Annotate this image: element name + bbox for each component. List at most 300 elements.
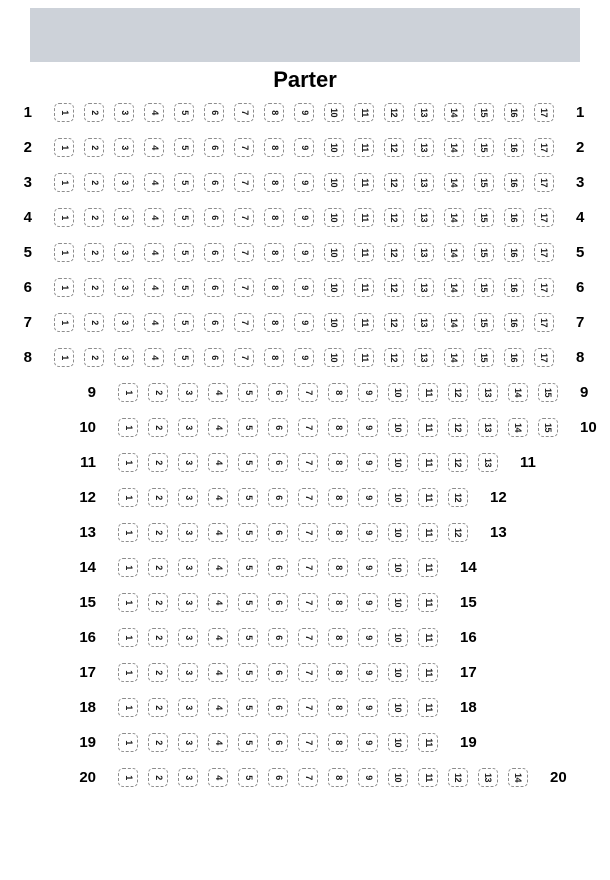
seat[interactable] xyxy=(208,593,228,612)
seat-number: 4 xyxy=(149,180,160,185)
seat[interactable] xyxy=(414,173,434,192)
seat[interactable] xyxy=(504,313,524,332)
seat[interactable] xyxy=(84,243,104,262)
seat[interactable] xyxy=(208,488,228,507)
seat[interactable] xyxy=(294,348,314,367)
seat[interactable] xyxy=(328,488,348,507)
seat[interactable] xyxy=(118,523,138,542)
seat[interactable] xyxy=(148,628,168,647)
seat[interactable] xyxy=(448,523,468,542)
seat[interactable] xyxy=(114,348,134,367)
seat[interactable] xyxy=(234,348,254,367)
seat[interactable] xyxy=(238,418,258,437)
seat[interactable] xyxy=(298,663,318,682)
seat[interactable] xyxy=(178,558,198,577)
seat[interactable] xyxy=(298,768,318,787)
seat[interactable] xyxy=(298,558,318,577)
seat[interactable] xyxy=(534,348,554,367)
seat[interactable] xyxy=(358,663,378,682)
seat[interactable] xyxy=(144,208,164,227)
seat[interactable] xyxy=(504,278,524,297)
seat[interactable] xyxy=(388,523,408,542)
seat[interactable] xyxy=(264,208,284,227)
seat[interactable] xyxy=(354,173,374,192)
seat[interactable] xyxy=(358,558,378,577)
seat[interactable] xyxy=(178,488,198,507)
seat[interactable] xyxy=(414,208,434,227)
seat-group xyxy=(118,453,498,472)
seat[interactable] xyxy=(84,348,104,367)
seat[interactable] xyxy=(534,208,554,227)
seat[interactable] xyxy=(268,628,288,647)
seat[interactable] xyxy=(388,558,408,577)
seat[interactable] xyxy=(268,523,288,542)
seat[interactable] xyxy=(208,768,228,787)
seat[interactable] xyxy=(328,523,348,542)
seat[interactable] xyxy=(388,663,408,682)
seat[interactable] xyxy=(234,313,254,332)
seat-number: 5 xyxy=(179,110,190,115)
seat[interactable] xyxy=(444,103,464,122)
seat[interactable] xyxy=(504,103,524,122)
seat[interactable] xyxy=(414,278,434,297)
seat[interactable] xyxy=(238,593,258,612)
seat[interactable] xyxy=(384,313,404,332)
seat[interactable] xyxy=(204,243,224,262)
seat[interactable] xyxy=(268,383,288,402)
seat[interactable] xyxy=(84,278,104,297)
seat[interactable] xyxy=(508,768,528,787)
seat[interactable] xyxy=(174,208,194,227)
seat[interactable] xyxy=(144,278,164,297)
seat[interactable] xyxy=(178,383,198,402)
seat[interactable] xyxy=(118,383,138,402)
seat[interactable] xyxy=(178,418,198,437)
seat[interactable] xyxy=(448,383,468,402)
seat[interactable] xyxy=(84,138,104,157)
seat[interactable] xyxy=(444,208,464,227)
seat[interactable] xyxy=(178,523,198,542)
seat[interactable] xyxy=(208,453,228,472)
seat[interactable] xyxy=(298,593,318,612)
seat[interactable] xyxy=(354,208,374,227)
seat[interactable] xyxy=(114,243,134,262)
seat[interactable] xyxy=(504,138,524,157)
seat[interactable] xyxy=(328,453,348,472)
seat[interactable] xyxy=(418,523,438,542)
seat[interactable] xyxy=(234,138,254,157)
seat[interactable] xyxy=(354,243,374,262)
seat[interactable] xyxy=(534,173,554,192)
seat[interactable] xyxy=(174,103,194,122)
seat[interactable] xyxy=(298,418,318,437)
seat[interactable] xyxy=(478,418,498,437)
seat[interactable] xyxy=(294,278,314,297)
seat[interactable] xyxy=(448,768,468,787)
seat[interactable] xyxy=(354,348,374,367)
seat-number: 15 xyxy=(479,282,490,293)
seat[interactable] xyxy=(148,768,168,787)
seat[interactable] xyxy=(118,733,138,752)
seat[interactable] xyxy=(418,488,438,507)
seat[interactable] xyxy=(114,278,134,297)
seat[interactable] xyxy=(474,348,494,367)
seat[interactable] xyxy=(534,138,554,157)
seat[interactable] xyxy=(178,593,198,612)
seat[interactable] xyxy=(148,593,168,612)
seat[interactable] xyxy=(84,173,104,192)
seat[interactable] xyxy=(268,663,288,682)
seat[interactable] xyxy=(264,173,284,192)
seat[interactable] xyxy=(268,733,288,752)
seat[interactable] xyxy=(54,243,74,262)
seat[interactable] xyxy=(204,138,224,157)
seat[interactable] xyxy=(54,173,74,192)
seat[interactable] xyxy=(238,453,258,472)
seat[interactable] xyxy=(358,768,378,787)
seat[interactable] xyxy=(414,243,434,262)
seat[interactable] xyxy=(118,663,138,682)
seat[interactable] xyxy=(358,453,378,472)
seat[interactable] xyxy=(324,243,344,262)
seat[interactable] xyxy=(448,418,468,437)
seat[interactable] xyxy=(414,138,434,157)
seat[interactable] xyxy=(388,733,408,752)
seat[interactable] xyxy=(144,348,164,367)
seat[interactable] xyxy=(418,453,438,472)
seat[interactable] xyxy=(114,138,134,157)
seat[interactable] xyxy=(298,488,318,507)
seat-number: 4 xyxy=(213,425,224,430)
seat[interactable] xyxy=(388,418,408,437)
seat[interactable] xyxy=(328,558,348,577)
seat[interactable] xyxy=(384,348,404,367)
seat[interactable] xyxy=(474,173,494,192)
seat-number: 10 xyxy=(329,247,340,258)
seat[interactable] xyxy=(414,103,434,122)
seat[interactable] xyxy=(264,313,284,332)
seat[interactable] xyxy=(534,103,554,122)
seat[interactable] xyxy=(298,383,318,402)
seat[interactable] xyxy=(324,208,344,227)
seat[interactable] xyxy=(208,558,228,577)
seat[interactable] xyxy=(358,628,378,647)
seat[interactable] xyxy=(144,103,164,122)
seat-number: 15 xyxy=(479,107,490,118)
seat[interactable] xyxy=(204,278,224,297)
seat[interactable] xyxy=(354,138,374,157)
seat[interactable] xyxy=(418,628,438,647)
seat[interactable] xyxy=(174,243,194,262)
seat[interactable] xyxy=(204,348,224,367)
seat[interactable] xyxy=(388,453,408,472)
seat[interactable] xyxy=(238,628,258,647)
seat[interactable] xyxy=(534,313,554,332)
seat[interactable] xyxy=(504,348,524,367)
seat[interactable] xyxy=(508,418,528,437)
seat[interactable] xyxy=(208,733,228,752)
seat[interactable] xyxy=(384,208,404,227)
seat[interactable] xyxy=(294,173,314,192)
seat[interactable] xyxy=(448,453,468,472)
seat[interactable] xyxy=(208,383,228,402)
seat[interactable] xyxy=(354,103,374,122)
seat[interactable] xyxy=(238,768,258,787)
seat[interactable] xyxy=(384,278,404,297)
seat[interactable] xyxy=(504,208,524,227)
seat[interactable] xyxy=(264,138,284,157)
seat[interactable] xyxy=(328,418,348,437)
seat[interactable] xyxy=(444,173,464,192)
seat[interactable] xyxy=(414,313,434,332)
seat[interactable] xyxy=(84,313,104,332)
seat[interactable] xyxy=(418,418,438,437)
seat[interactable] xyxy=(148,453,168,472)
seat[interactable] xyxy=(54,278,74,297)
seat[interactable] xyxy=(478,768,498,787)
seat[interactable] xyxy=(474,278,494,297)
seat[interactable] xyxy=(298,698,318,717)
seat[interactable] xyxy=(358,733,378,752)
seat[interactable] xyxy=(268,768,288,787)
seat[interactable] xyxy=(148,663,168,682)
seat[interactable] xyxy=(444,313,464,332)
seat[interactable] xyxy=(148,733,168,752)
seat-number: 16 xyxy=(509,107,520,118)
seat[interactable] xyxy=(418,733,438,752)
seat[interactable] xyxy=(118,453,138,472)
row-label-left: 13 xyxy=(79,524,96,541)
seat[interactable] xyxy=(328,593,348,612)
seat[interactable] xyxy=(448,488,468,507)
seat[interactable] xyxy=(84,103,104,122)
seat[interactable] xyxy=(54,313,74,332)
seat-number: 12 xyxy=(453,772,464,783)
seat[interactable] xyxy=(118,418,138,437)
seat[interactable] xyxy=(478,453,498,472)
seat[interactable] xyxy=(114,313,134,332)
seat[interactable] xyxy=(328,698,348,717)
seat[interactable] xyxy=(54,208,74,227)
seat[interactable] xyxy=(474,313,494,332)
seat[interactable] xyxy=(238,558,258,577)
seat[interactable] xyxy=(418,663,438,682)
seat[interactable] xyxy=(148,558,168,577)
seat[interactable] xyxy=(178,733,198,752)
seat[interactable] xyxy=(178,768,198,787)
seat-number: 6 xyxy=(209,285,220,290)
seat[interactable] xyxy=(238,698,258,717)
seat[interactable] xyxy=(508,383,528,402)
seat[interactable] xyxy=(238,383,258,402)
seat[interactable] xyxy=(234,243,254,262)
seat[interactable] xyxy=(414,348,434,367)
seat[interactable] xyxy=(208,628,228,647)
seat[interactable] xyxy=(234,173,254,192)
seat[interactable] xyxy=(534,278,554,297)
seat[interactable] xyxy=(118,488,138,507)
seat[interactable] xyxy=(418,698,438,717)
seat[interactable] xyxy=(118,558,138,577)
seat[interactable] xyxy=(384,103,404,122)
seat[interactable] xyxy=(204,313,224,332)
seat[interactable] xyxy=(388,383,408,402)
seat[interactable] xyxy=(474,138,494,157)
seat[interactable] xyxy=(358,698,378,717)
seat[interactable] xyxy=(298,628,318,647)
seat[interactable] xyxy=(324,313,344,332)
seat[interactable] xyxy=(324,103,344,122)
seat[interactable] xyxy=(328,663,348,682)
seat[interactable] xyxy=(178,628,198,647)
seat-number: 6 xyxy=(273,390,284,395)
seat[interactable] xyxy=(114,173,134,192)
seat[interactable] xyxy=(148,418,168,437)
seat[interactable] xyxy=(294,208,314,227)
seat[interactable] xyxy=(238,488,258,507)
seat[interactable] xyxy=(208,523,228,542)
seat[interactable] xyxy=(264,278,284,297)
seat[interactable] xyxy=(208,418,228,437)
seat[interactable] xyxy=(328,768,348,787)
seat[interactable] xyxy=(148,488,168,507)
seat[interactable] xyxy=(268,418,288,437)
seat[interactable] xyxy=(54,348,74,367)
seat[interactable] xyxy=(174,313,194,332)
seat[interactable] xyxy=(178,453,198,472)
seat[interactable] xyxy=(384,243,404,262)
seat[interactable] xyxy=(418,558,438,577)
seat[interactable] xyxy=(264,103,284,122)
seat[interactable] xyxy=(474,243,494,262)
seat[interactable] xyxy=(388,488,408,507)
seat[interactable] xyxy=(178,698,198,717)
seat[interactable] xyxy=(358,593,378,612)
seat[interactable] xyxy=(54,138,74,157)
seat-number: 12 xyxy=(389,247,400,258)
seat[interactable] xyxy=(174,278,194,297)
seat[interactable] xyxy=(148,698,168,717)
seat[interactable] xyxy=(118,593,138,612)
seat[interactable] xyxy=(234,103,254,122)
seat[interactable] xyxy=(444,138,464,157)
seat[interactable] xyxy=(204,173,224,192)
seat-number: 11 xyxy=(359,353,370,362)
seat[interactable] xyxy=(328,628,348,647)
seat[interactable] xyxy=(204,208,224,227)
seat[interactable] xyxy=(474,208,494,227)
seat[interactable] xyxy=(504,243,524,262)
seat[interactable] xyxy=(204,103,224,122)
seat[interactable] xyxy=(144,173,164,192)
seat[interactable] xyxy=(234,208,254,227)
seat[interactable] xyxy=(114,103,134,122)
seat[interactable] xyxy=(118,768,138,787)
seat[interactable] xyxy=(384,173,404,192)
seat[interactable] xyxy=(148,523,168,542)
seat[interactable] xyxy=(538,383,558,402)
seat[interactable] xyxy=(174,138,194,157)
seat-number: 11 xyxy=(423,528,434,537)
seat[interactable] xyxy=(328,383,348,402)
seat[interactable] xyxy=(388,698,408,717)
seat[interactable] xyxy=(144,138,164,157)
seat[interactable] xyxy=(354,313,374,332)
seat[interactable] xyxy=(354,278,374,297)
seat[interactable] xyxy=(324,348,344,367)
seat[interactable] xyxy=(268,453,288,472)
seat[interactable] xyxy=(418,593,438,612)
seat[interactable] xyxy=(238,663,258,682)
seat[interactable] xyxy=(294,138,314,157)
seat[interactable] xyxy=(298,453,318,472)
seat[interactable] xyxy=(298,523,318,542)
seat[interactable] xyxy=(268,558,288,577)
seat[interactable] xyxy=(504,173,524,192)
seat[interactable] xyxy=(118,698,138,717)
seat[interactable] xyxy=(534,243,554,262)
seat[interactable] xyxy=(268,593,288,612)
seat[interactable] xyxy=(294,103,314,122)
seat[interactable] xyxy=(118,628,138,647)
seat[interactable] xyxy=(178,663,198,682)
seat[interactable] xyxy=(84,208,104,227)
seat[interactable] xyxy=(324,138,344,157)
seat[interactable] xyxy=(444,348,464,367)
seat[interactable] xyxy=(298,733,318,752)
seat-number: 13 xyxy=(419,107,430,118)
seat[interactable] xyxy=(264,243,284,262)
seat[interactable] xyxy=(268,488,288,507)
seat[interactable] xyxy=(238,523,258,542)
seat[interactable] xyxy=(444,243,464,262)
seat[interactable] xyxy=(114,208,134,227)
seat[interactable] xyxy=(538,418,558,437)
seat-number: 5 xyxy=(243,705,254,710)
seat[interactable] xyxy=(388,593,408,612)
seat[interactable] xyxy=(388,768,408,787)
seat[interactable] xyxy=(388,628,408,647)
seat[interactable] xyxy=(174,348,194,367)
seat[interactable] xyxy=(144,243,164,262)
seat[interactable] xyxy=(54,103,74,122)
seat[interactable] xyxy=(328,733,348,752)
seat[interactable] xyxy=(264,348,284,367)
seat[interactable] xyxy=(208,698,228,717)
seat[interactable] xyxy=(358,488,378,507)
seat[interactable] xyxy=(148,383,168,402)
seat[interactable] xyxy=(294,313,314,332)
seat[interactable] xyxy=(324,173,344,192)
seat[interactable] xyxy=(384,138,404,157)
seat[interactable] xyxy=(418,768,438,787)
seat[interactable] xyxy=(294,243,314,262)
seat[interactable] xyxy=(358,523,378,542)
seat[interactable] xyxy=(174,173,194,192)
seat[interactable] xyxy=(478,383,498,402)
seat[interactable] xyxy=(444,278,464,297)
seat[interactable] xyxy=(358,418,378,437)
seat[interactable] xyxy=(208,663,228,682)
seat[interactable] xyxy=(238,733,258,752)
seat[interactable] xyxy=(234,278,254,297)
seat[interactable] xyxy=(474,103,494,122)
seat[interactable] xyxy=(268,698,288,717)
seat[interactable] xyxy=(144,313,164,332)
seat[interactable] xyxy=(418,383,438,402)
seat[interactable] xyxy=(358,383,378,402)
seat[interactable] xyxy=(324,278,344,297)
